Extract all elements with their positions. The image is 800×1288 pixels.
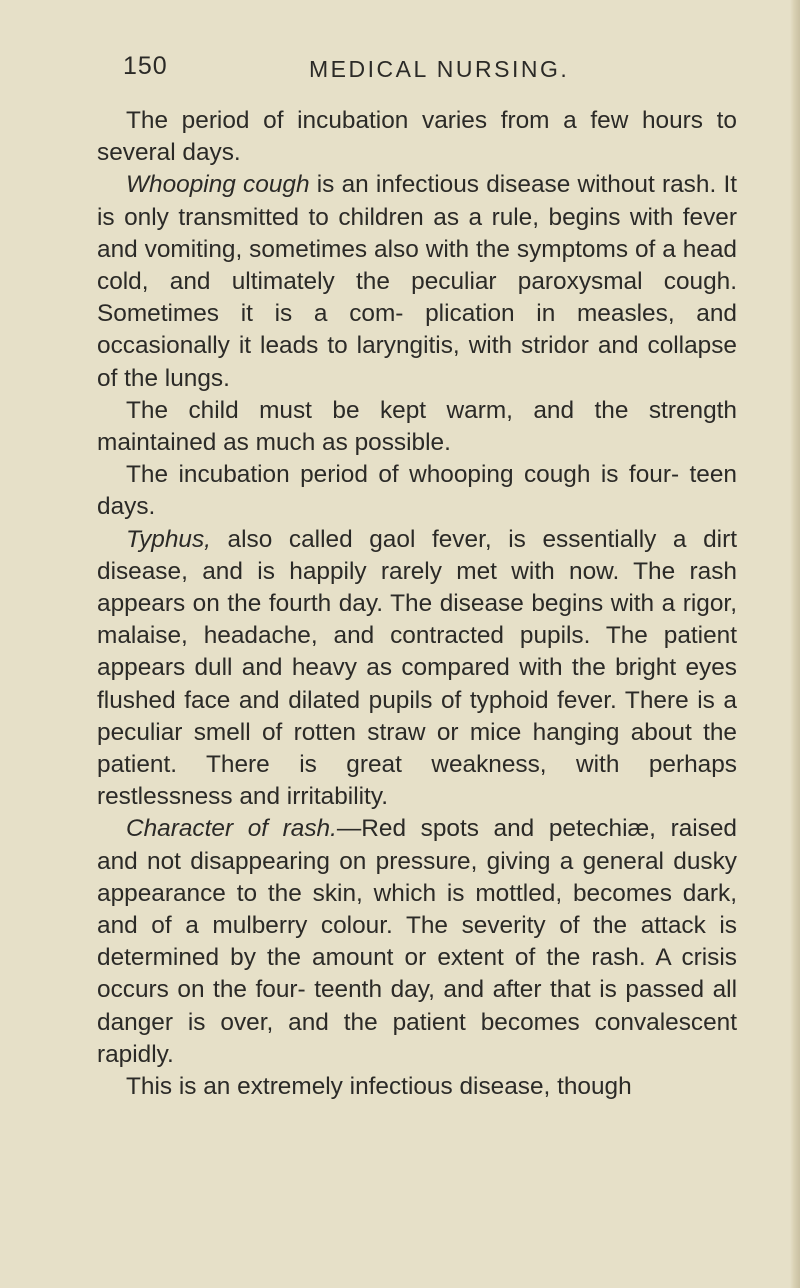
paragraph-text: This is an extremely infectious disease, though [126, 1073, 632, 1101]
paragraph-whooping-incubation [97, 459, 737, 523]
paragraph-whooping-cough [97, 169, 737, 394]
paragraph-incubation [97, 105, 737, 169]
paragraph-text: is an infectious disease without rash. It is only transmitted to children as a rule, begins with fever and vomiting, sometimes also with the symptoms of a head cold, and ultimately the peculiar paroxysmal cough. Sometimes it is a com- plication in measles, and occasionally it leads to laryngitis, with stridor and collapse of the lungs. [97, 171, 737, 392]
term-character-of-rash: Character of rash. [126, 815, 337, 843]
running-head: MEDICAL NURSING. [309, 56, 570, 82]
paragraph-text: The incubation period of whooping cough is four- teen days. [97, 461, 737, 521]
page-header [123, 52, 743, 88]
paragraph-infectious [97, 1071, 737, 1103]
page-edge-shadow [790, 0, 800, 1288]
paragraph-text: The period of incubation varies from a few hours to several days. [97, 107, 737, 167]
paragraph-text: —Red spots and petechiæ, raised and not disappearing on pressure, giving a general dusky appearance to the skin, which is mottled, becomes dark, and of a mulberry colour. The severity of the attack is determined by the amount or extent of the rash. A crisis occurs on the four- teenth day, and after that is passed all danger is over, and the patient becomes convalescent rapidly. [97, 815, 738, 1068]
term-typhus: Typhus, [126, 525, 211, 553]
paragraph-text: also called gaol fever, is essentially a dirt disease, and is happily rarely met with now. The rash appears on the fourth day. The disease begins with a rigor, malaise, headache, and contracted pupils. The patient appears dull and heavy as compared with the bright eyes flushed face and dilated pupils of typhoid fever. There is a peculiar smell of rotten straw or mice hanging about the patient. There is great weakness, with perhaps restlessness and irritability. [97, 525, 737, 811]
term-whooping-cough: Whooping cough [126, 171, 310, 199]
page-number: 150 [123, 52, 168, 80]
paragraph-character-of-rash [97, 813, 737, 1071]
paragraph-typhus [97, 524, 737, 814]
paragraph-text: The child must be kept warm, and the strength maintained as much as possible. [97, 396, 737, 457]
body-text [97, 105, 737, 1103]
paragraph-whooping-care [97, 395, 737, 459]
